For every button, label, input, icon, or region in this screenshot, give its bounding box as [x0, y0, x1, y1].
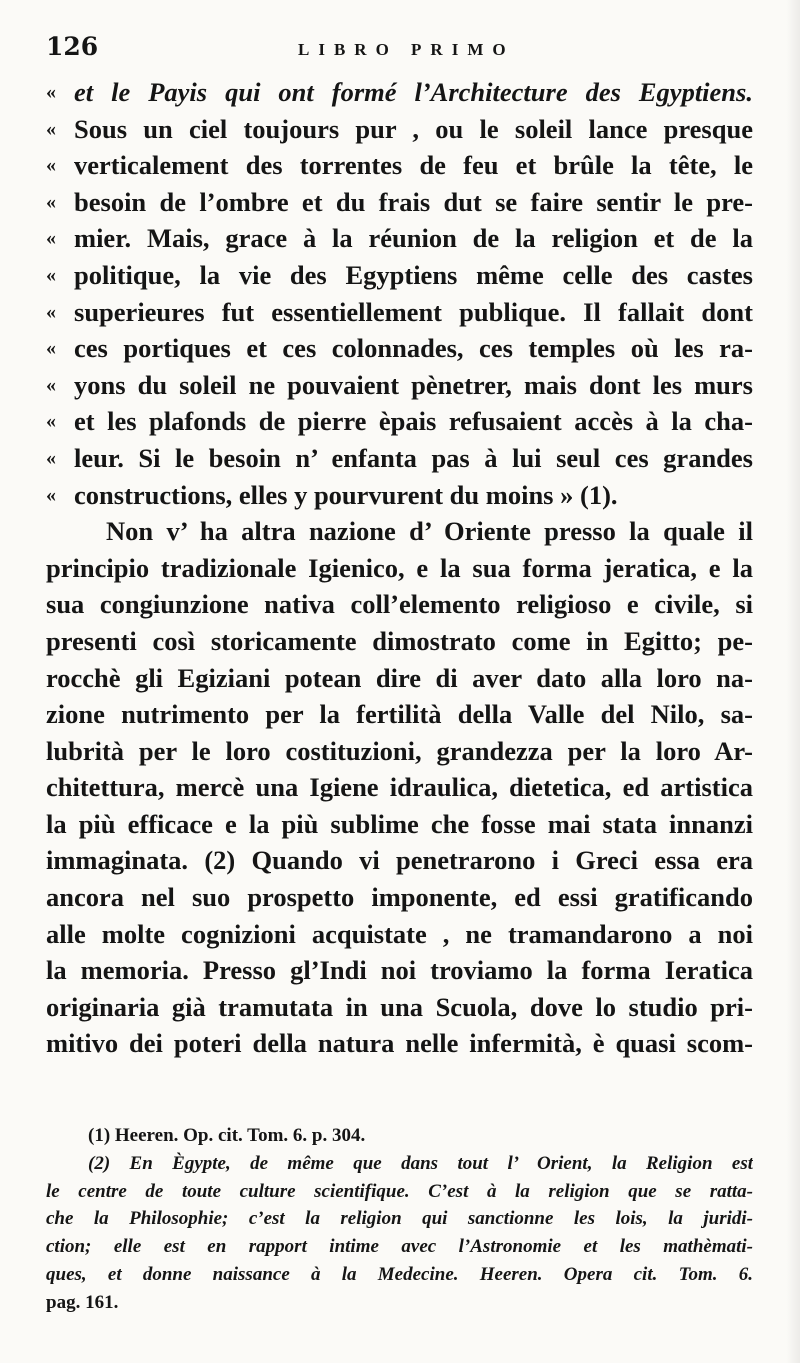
paragraph-line: sua congiunzione nativa coll’elemento religioso e civile, si: [46, 589, 753, 620]
paragraph-line: zione nutrimento per la fertilità della Valle del Nilo, sa-: [46, 699, 753, 730]
paragraph-line: la più efficace e la più sublime che fosse mai stata innanzi: [46, 808, 753, 839]
footnote-2-line: ction; elle est en rapport intime avec l’Astronomie et les mathèmati-: [46, 1236, 753, 1258]
footnotes: [46, 1122, 753, 1317]
running-head: LIBRO PRIMO: [298, 40, 515, 59]
quote-mark: «: [46, 154, 56, 177]
paragraph-line: la memoria. Presso gl’Indi noi troviamo la forma Ieratica: [46, 955, 753, 986]
quote-line: [46, 294, 753, 331]
paragraph-line: immaginata. (2) Quando vi penetrarono i Greci essa era: [46, 845, 753, 876]
paragraph-line: presenti così storicamente dimostrato come in Egitto; pe-: [46, 625, 753, 656]
paragraph-line: principio tradizionale Igienico, e la sua forma jeratica, e la: [46, 552, 753, 583]
quote-text: yons du soleil ne pouvaient pènetrer, mais dont les murs: [74, 369, 753, 400]
quote-line: [46, 220, 753, 257]
quote-line: [46, 184, 753, 221]
quote-text: et le Payis qui ont formé l’Architecture des Egyptiens.: [74, 77, 753, 107]
quote-line: [46, 147, 753, 184]
footnote-2-line: (2) En Ègypte, de même que dans tout l’ Orient, la Religion est: [88, 1152, 753, 1174]
footnote-2-line: pag. 161.: [46, 1291, 119, 1313]
main-text: [46, 74, 753, 1062]
quote-line: [46, 477, 753, 514]
footnote-2-line: le centre de toute culture scientifique. C’est à la religion que se ratta-: [46, 1180, 753, 1202]
footnote-1: (1) Heeren. Op. cit. Tom. 6. p. 304.: [88, 1125, 366, 1146]
quote-mark: «: [46, 227, 56, 250]
quote-text: leur. Si le besoin n’ enfanta pas à lui seul ces grandes: [74, 442, 753, 473]
paragraph: [46, 513, 753, 1062]
paragraph-line: ancora nel suo prospetto imponente, ed essi gratificando: [46, 882, 753, 913]
quote-mark: «: [46, 373, 56, 396]
quote-line: [46, 74, 753, 111]
footnote-2-line: che la Philosophie; c’est la religion qui sanctionne les lois, la juridi-: [46, 1208, 753, 1230]
quote-mark: «: [46, 410, 56, 433]
quote-text: mier. Mais, grace à la réunion de la religion et de la: [74, 223, 753, 254]
paragraph-line: Non v’ ha altra nazione d’ Oriente presso la quale il: [106, 516, 753, 547]
page-edge-shadow: [786, 0, 800, 1363]
quote-line: [46, 330, 753, 367]
quote-text: ces portiques et ces colonnades, ces temples où les ra-: [74, 333, 753, 364]
quote-line: [46, 440, 753, 477]
footnote-2-line: ques, et donne naissance à la Medecine. Heeren. Opera cit. Tom. 6.: [46, 1263, 753, 1285]
quote-mark: «: [46, 446, 56, 469]
quote-line: [46, 367, 753, 404]
quote-mark: «: [46, 263, 56, 286]
quote-mark: «: [46, 483, 56, 506]
quote-mark: «: [46, 190, 56, 213]
quotation-block: [46, 74, 753, 513]
paragraph-line: mitivo dei poteri della natura nelle infermità, è quasi scom-: [46, 1028, 753, 1059]
quote-line: [46, 403, 753, 440]
quote-mark: «: [46, 300, 56, 323]
quote-text: Sous un ciel toujours pur , ou le soleil lance presque: [74, 113, 753, 144]
paragraph-line: originaria già tramutata in una Scuola, dove lo studio pri-: [46, 991, 753, 1022]
quote-line: [46, 111, 753, 148]
quote-text: superieures fut essentiellement publique. Il fallait dont: [74, 296, 753, 327]
quote-text: besoin de l’ombre et du frais dut se faire sentir le pre-: [74, 186, 753, 217]
quote-mark: «: [46, 117, 56, 140]
quote-mark: «: [46, 81, 56, 103]
quote-mark: «: [46, 337, 56, 360]
quote-text: constructions, elles y pourvurent du moins » (1).: [74, 479, 618, 510]
quote-text: politique, la vie des Egyptiens même celle des castes: [74, 259, 753, 290]
paragraph-line: rocchè gli Egiziani potean dire di aver dato alla loro na-: [46, 662, 753, 693]
paragraph-line: alle molte cognizioni acquistate , ne tramandarono a noi: [46, 918, 753, 949]
page-header: [46, 32, 766, 72]
paragraph-line: chitettura, mercè una Igiene idraulica, dietetica, ed artistica: [46, 772, 753, 803]
paragraph-line: lubrità per le loro costituzioni, grandezza per la loro Ar-: [46, 735, 753, 766]
page-number: 126: [46, 32, 99, 61]
quote-line: [46, 257, 753, 294]
quote-text: et les plafonds de pierre èpais refusaient accès à la cha-: [74, 406, 753, 437]
quote-text: verticalement des torrentes de feu et brûle la tête, le: [74, 150, 753, 181]
